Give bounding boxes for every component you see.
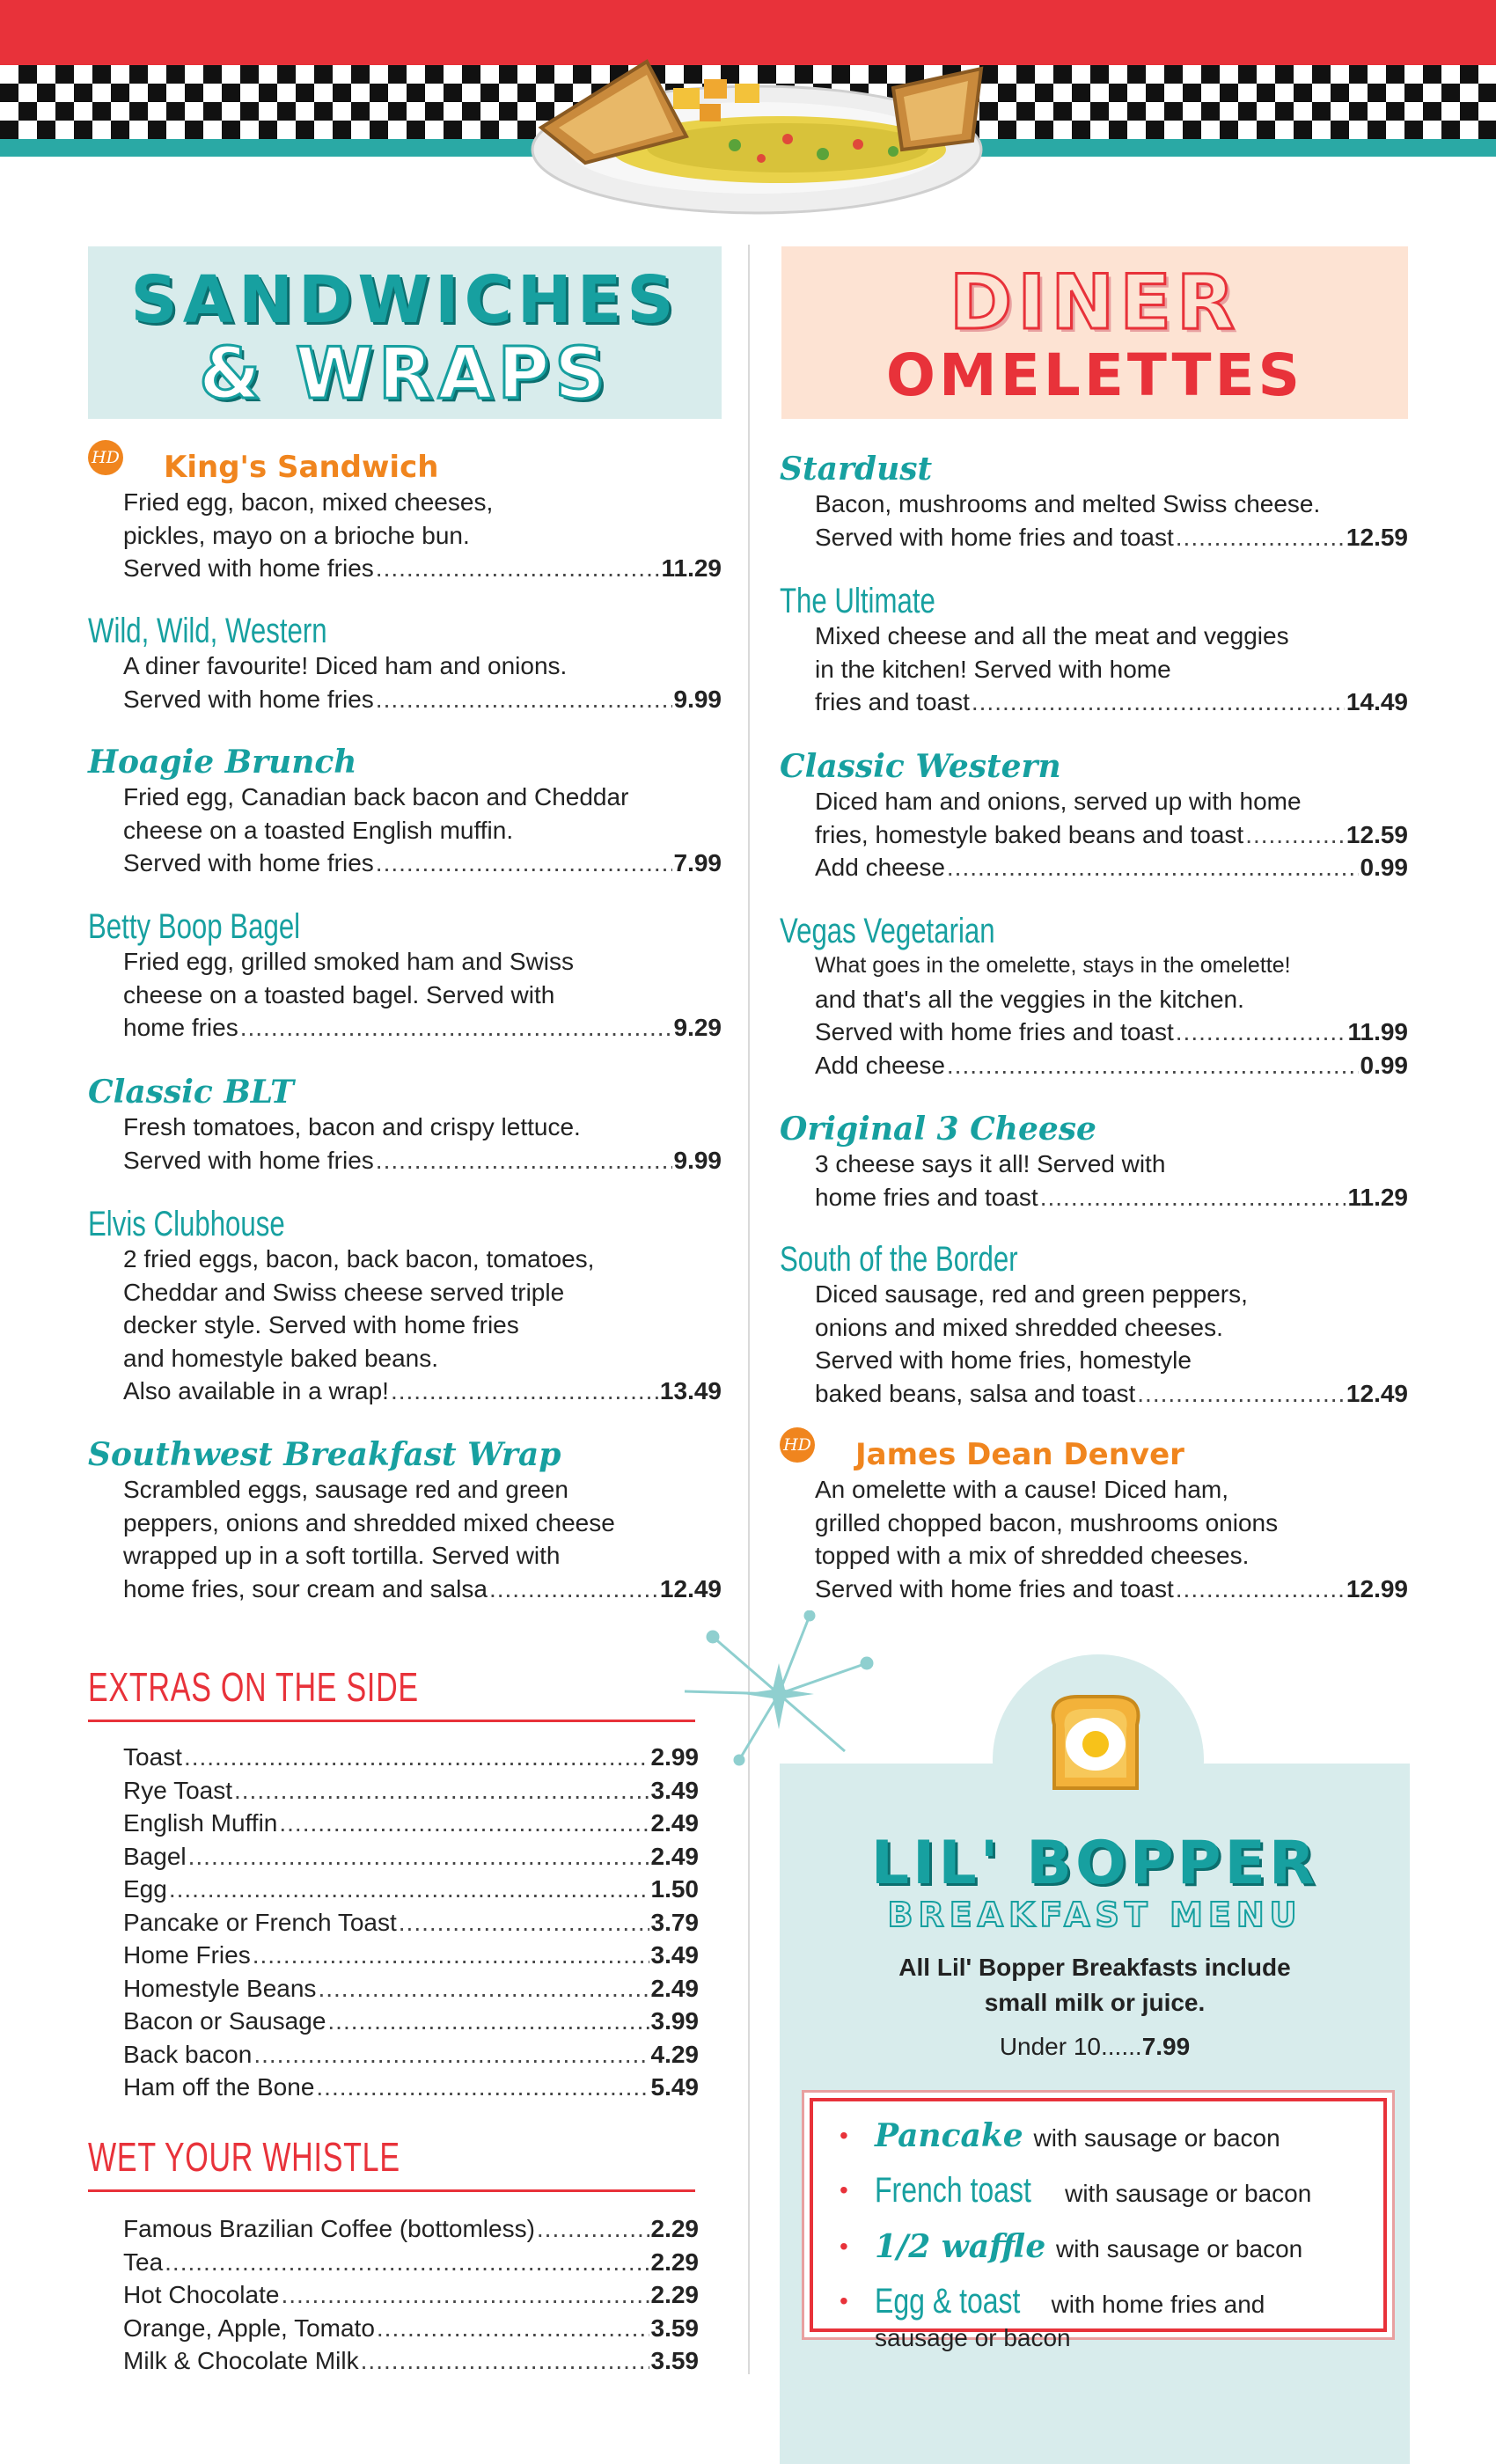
extra-item: Toast ..... 2.99 (123, 1741, 699, 1774)
extra-item: Homestyle Beans ..... 2.49 (123, 1972, 699, 2006)
column-divider (748, 245, 750, 2374)
item-price-line: Served with home fries and toast ..... 12.59 (815, 521, 1408, 554)
diner-title: DINER (949, 259, 1241, 347)
drinks-title: WET YOUR WHISTLE (88, 2134, 400, 2180)
item-extra-price: 0.99 (1360, 854, 1408, 881)
item-name: The Ultimate (780, 582, 935, 620)
menu-item (780, 1241, 1408, 1410)
sandwiches-title: SANDWICHES (130, 262, 679, 338)
item-price: 12.99 (1346, 1574, 1408, 1602)
item-description: Fried egg, Canadian back bacon and Cheddar (123, 783, 629, 810)
item-price-line: home fries ..... 9.29 (123, 1011, 722, 1045)
item-description: pickles, mayo on a brioche bun. (123, 521, 470, 549)
item-price: 7.99 (673, 849, 722, 876)
menu-item (88, 449, 722, 585)
extra-item: Rye Toast ..... 3.49 (123, 1774, 699, 1808)
extra-item: Bagel ..... 2.49 (123, 1840, 699, 1874)
item-description: and homestyle baked beans. (123, 1344, 439, 1372)
extra-item: Home Fries ..... 3.49 (123, 1939, 699, 1972)
sandwiches-header-panel (88, 246, 722, 419)
item-price-line: fries and toast ..... 14.49 (815, 686, 1408, 719)
item-description: peppers, onions and shredded mixed cheese (123, 1508, 615, 1536)
item-price-line: home fries, sour cream and salsa ..... 12.49 (123, 1573, 722, 1606)
item-description: 3 cheese says it all! Served with (815, 1150, 1166, 1177)
menu-item (780, 451, 1408, 554)
bullet-icon: • (840, 2287, 848, 2314)
omelette-plate-image (524, 53, 990, 216)
item-name: Betty Boop Bagel (88, 907, 301, 946)
drink-item: Orange, Apple, Tomato ..... 3.59 (123, 2312, 699, 2345)
item-description: onions and mixed shredded cheeses. (815, 1313, 1223, 1341)
menu-item (780, 748, 1408, 884)
item-price: 11.99 (1347, 1018, 1408, 1045)
item-description: Mixed cheese and all the meat and veggies (815, 622, 1289, 649)
menu-item (780, 913, 1408, 1082)
extra-item: Back bacon ..... 4.29 (123, 2038, 699, 2072)
item-price-line: Also available in a wrap! ..... 13.49 (123, 1375, 722, 1408)
menu-item (780, 1111, 1408, 1214)
item-name: Wild, Wild, Western (88, 612, 327, 650)
kid-option: • French toast with sausage or bacon (840, 2171, 1312, 2210)
item-name: Hoagie Brunch (88, 744, 357, 781)
item-description: decker style. Served with home fries (123, 1311, 519, 1338)
menu-item (780, 583, 1408, 719)
menu-item (88, 908, 722, 1045)
item-name: Original 3 Cheese (780, 1111, 1096, 1148)
item-extra-price: 0.99 (1360, 1051, 1408, 1079)
item-price: 13.49 (659, 1377, 722, 1404)
item-name: Stardust (780, 451, 933, 488)
extras-rule (88, 1720, 695, 1722)
item-description: in the kitchen! Served with home (815, 655, 1171, 683)
item-description: Diced ham and onions, served up with home (815, 788, 1302, 815)
extra-item: Bacon or Sausage ..... 3.99 (123, 2005, 699, 2038)
menu-item (88, 612, 722, 715)
item-price-line: Served with home fries and toast ..... 12.99 (815, 1573, 1408, 1606)
item-name: Classic BLT (88, 1074, 294, 1111)
hd-badge-icon: HD (780, 1427, 815, 1463)
item-name: South of the Border (780, 1240, 1018, 1279)
kid-option: • 1/2 waffle with sausage or bacon (840, 2228, 1303, 2265)
item-name: Southwest Breakfast Wrap (88, 1436, 561, 1473)
item-price: 9.99 (673, 1146, 722, 1174)
extra-item: Ham off the Bone ..... 5.49 (123, 2071, 699, 2104)
omelettes-title: OMELETTES (885, 341, 1304, 409)
item-extra-line: Add cheese ..... 0.99 (815, 851, 1408, 884)
item-price: 12.59 (1346, 523, 1408, 551)
item-name: James Dean Denver (855, 1437, 1184, 1472)
drinks-rule (88, 2189, 695, 2192)
starburst-icon (678, 1610, 880, 1769)
lil-bopper-title: LIL' BOPPER (870, 1829, 1319, 1898)
drinks-list (123, 2212, 699, 2378)
menu-item (88, 1074, 722, 1177)
item-description: Scrambled eggs, sausage red and green (123, 1476, 568, 1503)
wraps-title: & WRAPS (199, 333, 611, 414)
menu-item (780, 1436, 1408, 1605)
item-price: 11.29 (661, 554, 722, 582)
menu-item (88, 1436, 722, 1605)
item-price-line: Served with home fries ..... 9.99 (123, 683, 722, 716)
item-name: King's Sandwich (164, 450, 439, 485)
item-name: Vegas Vegetarian (780, 912, 995, 950)
item-description: Diced sausage, red and green peppers, (815, 1280, 1248, 1308)
item-price: 12.49 (659, 1574, 722, 1602)
item-description: Fried egg, bacon, mixed cheeses, (123, 488, 494, 516)
extra-item: Pancake or French Toast ..... 3.79 (123, 1906, 699, 1940)
menu-item (88, 744, 722, 880)
drink-item: Tea ..... 2.29 (123, 2246, 699, 2279)
item-description: 2 fried eggs, bacon, back bacon, tomatoes, (123, 1245, 595, 1272)
item-description: Cheddar and Swiss cheese served triple (123, 1278, 565, 1306)
hd-badge-icon: HD (88, 440, 123, 475)
egg-toast-icon (1038, 1690, 1153, 1795)
item-description: Served with home fries, homestyle (815, 1346, 1192, 1374)
item-description: topped with a mix of shredded cheeses. (815, 1542, 1250, 1569)
lil-bopper-price: Under 10......7.99 (999, 2033, 1191, 2060)
item-name: Classic Western (780, 748, 1061, 785)
bullet-icon: • (840, 2233, 848, 2260)
item-description: cheese on a toasted bagel. Served with (123, 980, 555, 1008)
omelettes-header-panel (781, 246, 1408, 419)
extras-list (123, 1741, 699, 2104)
lil-bopper-options-box (810, 2098, 1387, 2351)
item-description: cheese on a toasted English muffin. (123, 816, 514, 844)
item-price: 12.59 (1346, 820, 1408, 848)
item-description: grilled chopped bacon, mushrooms onions (815, 1508, 1279, 1536)
item-extra-line: Add cheese ..... 0.99 (815, 1049, 1408, 1082)
bullet-icon: • (840, 2176, 848, 2204)
item-price: 9.99 (673, 685, 722, 713)
item-price: 14.49 (1346, 688, 1408, 715)
item-price-line: baked beans, salsa and toast ..... 12.49 (815, 1377, 1408, 1411)
item-description: wrapped up in a soft tortilla. Served with (123, 1542, 561, 1569)
drink-item: Hot Chocolate ..... 2.29 (123, 2278, 699, 2312)
item-price-line: Served with home fries and toast ..... 11.99 (815, 1016, 1408, 1049)
item-name: Elvis Clubhouse (88, 1205, 285, 1243)
extra-item: Egg ..... 1.50 (123, 1873, 699, 1906)
item-price: 11.29 (1347, 1183, 1408, 1211)
item-description: An omelette with a cause! Diced ham, (815, 1476, 1229, 1503)
item-description: A diner favourite! Diced ham and onions. (123, 652, 568, 679)
item-description: Fried egg, grilled smoked ham and Swiss (123, 948, 575, 975)
kid-option: • Egg & toast with home fries and sausage or bacon (840, 2282, 1265, 2351)
lil-bopper-subtitle: BREAKFAST MENU (887, 1896, 1302, 1934)
item-price-line: Served with home fries ..... 7.99 (123, 847, 722, 880)
bullet-icon: • (840, 2122, 848, 2149)
item-price: 12.49 (1346, 1379, 1408, 1407)
item-price-line: home fries and toast ..... 11.29 (815, 1181, 1408, 1214)
item-price: 9.29 (673, 1014, 722, 1041)
drink-item: Famous Brazilian Coffee (bottomless) ..... 2.29 (123, 2212, 699, 2246)
item-price-line: Served with home fries ..... 11.29 (123, 552, 722, 585)
item-description: and that's all the veggies in the kitchen. (815, 985, 1244, 1013)
extra-item: English Muffin ..... 2.49 (123, 1807, 699, 1840)
drink-item: Milk & Chocolate Milk ..... 3.59 (123, 2344, 699, 2378)
extras-title: EXTRAS ON THE SIDE (88, 1664, 419, 1710)
item-description: Bacon, mushrooms and melted Swiss cheese. (815, 490, 1321, 517)
lil-bopper-note: All Lil' Bopper Breakfasts include small milk or juice. (898, 1954, 1291, 2016)
item-description: Fresh tomatoes, bacon and crispy lettuce. (123, 1113, 581, 1140)
menu-item (88, 1206, 722, 1408)
item-price-line: Served with home fries ..... 9.99 (123, 1144, 722, 1177)
kid-option: • Pancake with sausage or bacon (840, 2117, 1280, 2154)
item-price-line: fries, homestyle baked beans and toast ..... 12.59 (815, 818, 1408, 852)
item-description: What goes in the omelette, stays in the omelette! (815, 953, 1291, 978)
